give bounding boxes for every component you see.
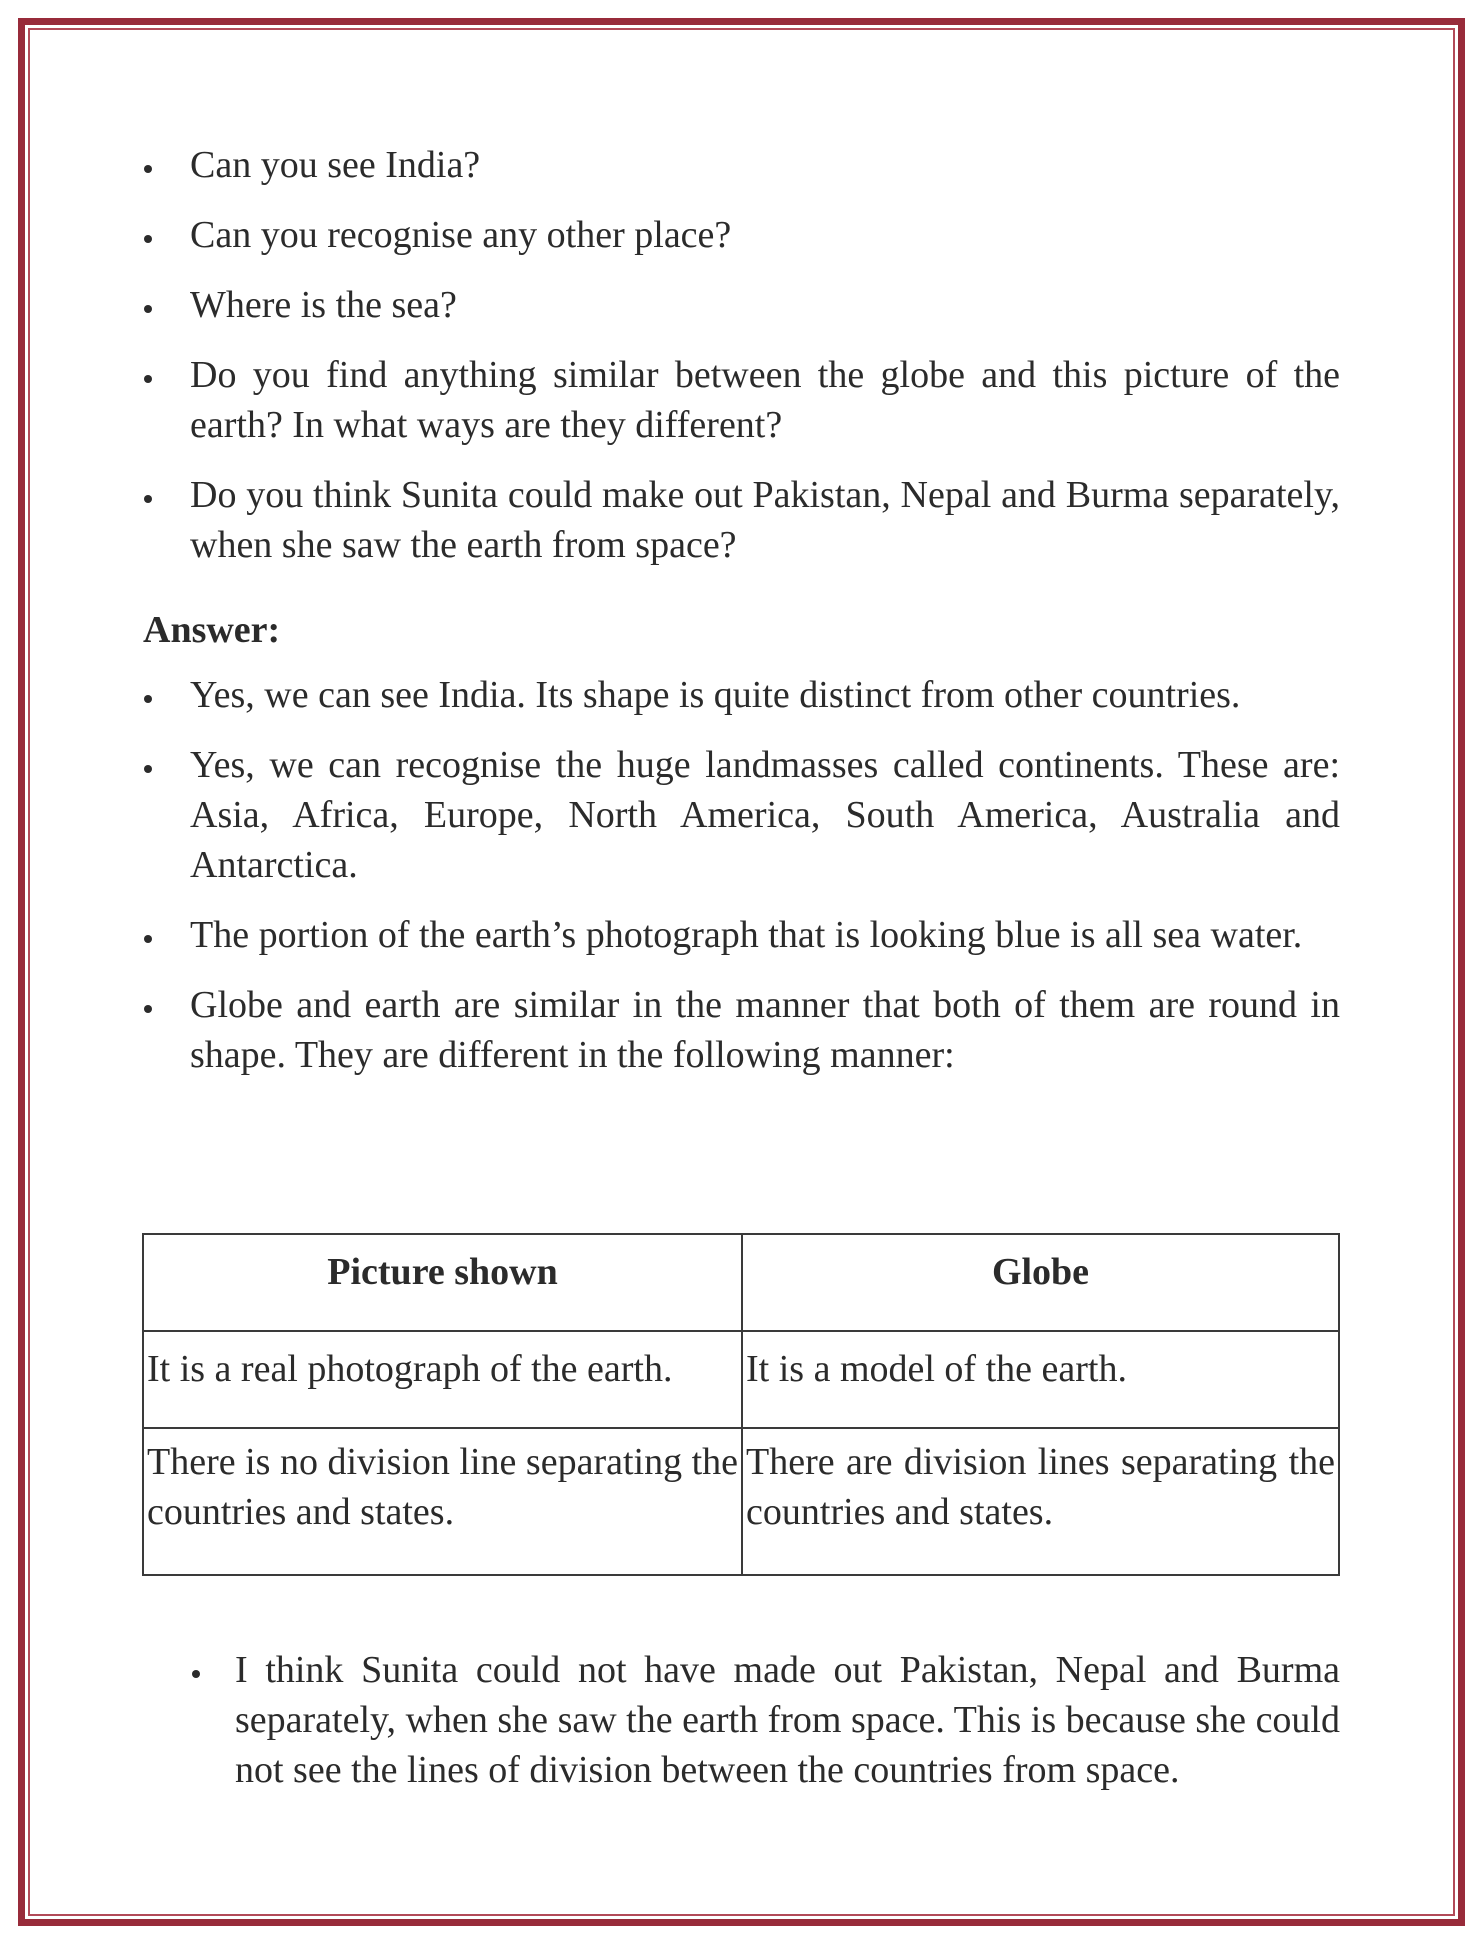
table-row <box>143 1428 1339 1575</box>
table-cell: There are division lines separating the countries and states. <box>742 1428 1339 1575</box>
table-cell: It is a real photograph of the earth. <box>143 1331 742 1428</box>
question-text: Can you see India? <box>190 144 481 186</box>
question-text: Where is the sea? <box>190 284 457 326</box>
comparison-table <box>142 1233 1340 1576</box>
bullet-icon <box>144 1005 152 1013</box>
question-item <box>190 140 1340 190</box>
answer-item <box>190 670 1340 720</box>
answer-text: Globe and earth are similar in the manner that both of them are round in shape. They are different in the following manner: <box>190 984 1340 1076</box>
question-item <box>190 280 1340 330</box>
table-header-row <box>143 1234 1339 1331</box>
bullet-icon <box>144 165 152 173</box>
answer-item <box>190 910 1340 960</box>
table-header-globe: Globe <box>742 1234 1339 1331</box>
final-answer-list <box>235 1645 1340 1795</box>
bullet-icon <box>192 1670 200 1678</box>
answer-item <box>190 740 1340 890</box>
table-header-picture: Picture shown <box>143 1234 742 1331</box>
question-item <box>190 470 1340 570</box>
question-text: Do you think Sunita could make out Pakistan, Nepal and Burma separately, when she saw the earth from space? <box>190 474 1340 566</box>
bullet-icon <box>144 235 152 243</box>
question-text: Can you recognise any other place? <box>190 214 732 256</box>
table-cell: It is a model of the earth. <box>742 1331 1339 1428</box>
answer-item <box>235 1645 1340 1795</box>
bullet-icon <box>144 305 152 313</box>
bullet-icon <box>144 495 152 503</box>
answer-text: I think Sunita could not have made out Pakistan, Nepal and Burma separately, when she saw the earth from space. This is because she could not see the lines of division between the countries from space. <box>235 1649 1340 1791</box>
answer-text: Yes, we can see India. Its shape is quite distinct from other countries. <box>190 674 1241 716</box>
question-item <box>190 350 1340 450</box>
answer-text: Yes, we can recognise the huge landmasses called continents. These are: Asia, Africa, Europe, North America, South America, Australia and Antarctica. <box>190 744 1340 886</box>
answer-text: The portion of the earth’s photograph that is looking blue is all sea water. <box>190 914 1303 956</box>
question-text: Do you find anything similar between the globe and this picture of the earth? In what ways are they different? <box>190 354 1340 446</box>
bullet-icon <box>144 375 152 383</box>
answer-item <box>190 980 1340 1080</box>
bullet-icon <box>144 765 152 773</box>
table-row <box>143 1331 1339 1428</box>
answer-heading: Answer: <box>143 609 281 651</box>
table-cell: There is no division line separating the countries and states. <box>143 1428 742 1575</box>
question-item <box>190 210 1340 260</box>
answer-list <box>190 670 1340 1100</box>
question-list <box>190 140 1340 590</box>
bullet-icon <box>144 695 152 703</box>
bullet-icon <box>144 935 152 943</box>
